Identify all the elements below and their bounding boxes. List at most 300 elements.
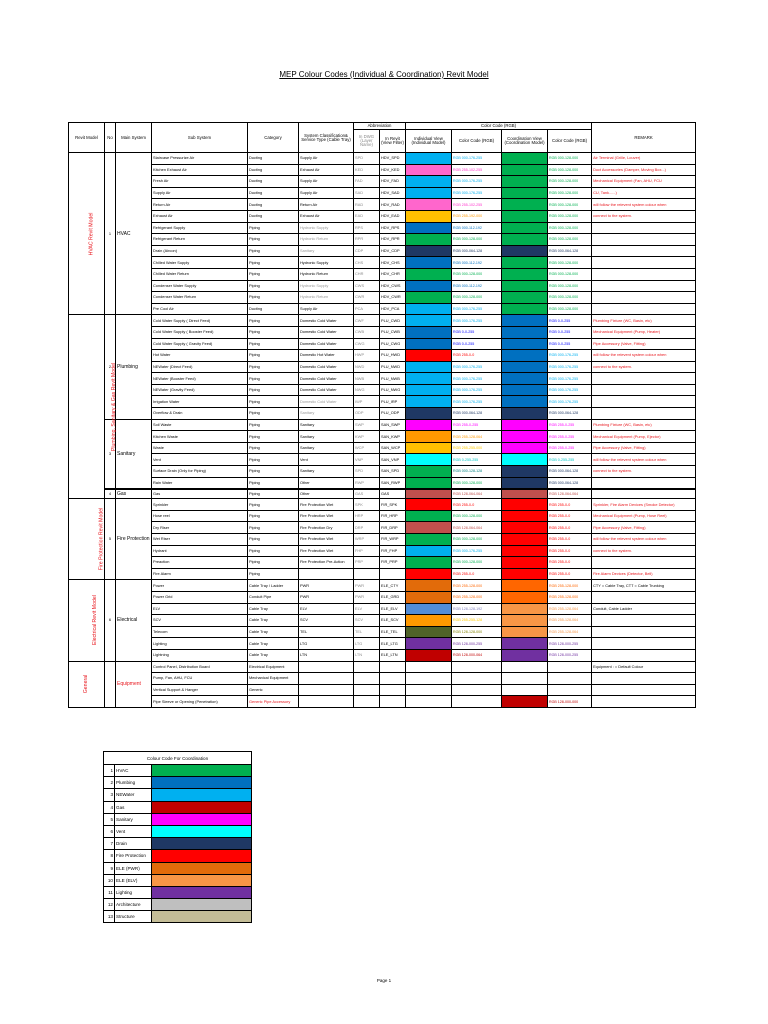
abbr-revit-cell: PLU_CWB — [380, 326, 406, 338]
category-cell: Piping — [248, 245, 299, 257]
abbr-layer-cell — [354, 661, 380, 673]
sub-system-cell: Power Grid — [152, 591, 248, 603]
individual-color-swatch — [406, 466, 452, 478]
table-row — [69, 408, 696, 420]
category-cell: Piping — [248, 477, 299, 489]
remark-cell: connect to the system. — [592, 466, 696, 478]
sub-system-cell: NEWater (Gravity Feed) — [152, 384, 248, 396]
category-cell: Piping — [248, 499, 299, 511]
individual-color-swatch — [406, 419, 452, 431]
system-number: 4 — [105, 489, 116, 499]
classification-cell — [299, 696, 354, 708]
abbr-revit-cell: FIR_HRP — [380, 510, 406, 522]
remark-cell: Pipe Accessory (Valve, Fitting) — [592, 338, 696, 350]
individual-rgb-code: RGB 000-128-128 — [452, 466, 502, 478]
remark-cell — [592, 557, 696, 569]
individual-color-swatch — [406, 303, 452, 315]
abbr-revit-cell — [380, 673, 406, 685]
individual-rgb-code: RGB 000-128-000 — [452, 510, 502, 522]
legend-label: Drain — [115, 838, 152, 850]
legend-number: 10 — [104, 874, 115, 886]
coordination-color-swatch — [502, 673, 548, 685]
abbr-revit-cell: HDV_SAD — [380, 187, 406, 199]
category-cell: Cable Tray — [248, 603, 299, 615]
legend-label: Fire Protection — [115, 850, 152, 862]
header-color-code-rgb-2: Color Code (RGB) — [548, 130, 592, 153]
individual-color-swatch — [406, 222, 452, 234]
individual-color-swatch — [406, 396, 452, 408]
legend-row — [104, 777, 252, 789]
remark-cell — [592, 384, 696, 396]
individual-color-swatch — [406, 268, 452, 280]
category-cell: Piping — [248, 568, 299, 580]
individual-color-swatch — [406, 361, 452, 373]
sub-system-cell: Rain Water — [152, 477, 248, 489]
legend-row — [104, 801, 252, 813]
sub-system-cell: SCV — [152, 615, 248, 627]
individual-color-swatch — [406, 210, 452, 222]
abbr-revit-cell: FIR_PRP — [380, 557, 406, 569]
abbr-layer-cell: WCP — [354, 442, 380, 454]
table-row — [69, 466, 696, 478]
coordination-color-swatch — [502, 361, 548, 373]
coordination-rgb-code: RGB 255-128-000 — [548, 591, 592, 603]
remark-cell — [592, 396, 696, 408]
individual-rgb-code: RGB 000-128-000 — [452, 534, 502, 546]
group-model-label — [69, 580, 105, 661]
abbr-revit-cell: HDV_CWR — [380, 292, 406, 304]
classification-cell: Sanitary — [299, 442, 354, 454]
legend-number: 12 — [104, 899, 115, 911]
individual-color-swatch — [406, 684, 452, 696]
abbr-revit-cell: ELE_CTY — [380, 580, 406, 592]
individual-rgb-code: RGB 255-102-255 — [452, 164, 502, 176]
legend-row — [104, 862, 252, 874]
table-row — [69, 649, 696, 661]
individual-color-swatch — [406, 522, 452, 534]
model-label-text: Fire Protection Revit Model — [98, 508, 105, 571]
table-row — [69, 396, 696, 408]
classification-cell: Hydronic Return — [299, 268, 354, 280]
remark-cell — [592, 268, 696, 280]
coordination-color-swatch — [502, 234, 548, 246]
table-row — [69, 419, 696, 431]
individual-color-swatch — [406, 245, 452, 257]
coordination-color-swatch — [502, 696, 548, 708]
remark-cell — [592, 292, 696, 304]
individual-rgb-code — [452, 661, 502, 673]
classification-cell: Hydronic Return — [299, 292, 354, 304]
abbr-revit-cell: ELE_LTG — [380, 638, 406, 650]
legend-title: Colour Code For Coordination — [104, 752, 252, 765]
coordination-rgb-code: RGB 255-0-0 — [548, 510, 592, 522]
legend-number: 4 — [104, 801, 115, 813]
individual-color-swatch — [406, 580, 452, 592]
individual-color-swatch — [406, 489, 452, 499]
remark-cell: Fire Alarm Devices (Detector, Bell) — [592, 568, 696, 580]
group-model-label — [69, 315, 118, 499]
individual-color-swatch — [406, 257, 452, 269]
abbr-revit-cell: ELE_LTN — [380, 649, 406, 661]
individual-color-swatch — [406, 153, 452, 165]
coordination-rgb-code: RGB 255-0-0 — [548, 557, 592, 569]
individual-rgb-code: RGB 128-064-064 — [452, 489, 502, 499]
classification-cell — [299, 568, 354, 580]
abbr-revit-cell: ELE_ELV — [380, 603, 406, 615]
abbr-layer-cell: FHP — [354, 545, 380, 557]
individual-rgb-code: RGB 000-176-255 — [452, 373, 502, 385]
individual-color-swatch — [406, 338, 452, 350]
coordination-color-swatch — [502, 303, 548, 315]
table-row — [69, 557, 696, 569]
table-row — [69, 326, 696, 338]
category-cell: Ducting — [248, 153, 299, 165]
header-category: Category — [248, 123, 299, 153]
coordination-rgb-code: RGB 000-176-255 — [548, 396, 592, 408]
legend-number: 6 — [104, 825, 115, 837]
header-color-code-rgb-1: Color Code (RGB) — [452, 130, 502, 153]
remark-cell: connect to the system. — [592, 545, 696, 557]
coordination-color-swatch — [502, 580, 548, 592]
individual-rgb-code: RGB 255-0-0 — [452, 499, 502, 511]
individual-rgb-code: RGB 000-176-255 — [452, 187, 502, 199]
sub-system-cell: Hot Water — [152, 350, 248, 362]
table-row — [69, 384, 696, 396]
sub-system-cell: ELV — [152, 603, 248, 615]
abbr-layer-cell: DRP — [354, 522, 380, 534]
abbr-layer-cell: PCA — [354, 303, 380, 315]
header-row-1 — [69, 123, 696, 130]
sub-system-cell: Control Panel, Distribution Board — [152, 661, 248, 673]
individual-color-swatch — [406, 384, 452, 396]
coordination-color-swatch — [502, 164, 548, 176]
legend-row — [104, 899, 252, 911]
coordination-rgb-code: RGB 255-0-0 — [548, 534, 592, 546]
classification-cell: Hydronic Supply — [299, 222, 354, 234]
remark-cell: Plumbing Fixture (WC, Basin, etc) — [592, 419, 696, 431]
sub-system-cell: Wet Riser — [152, 534, 248, 546]
abbr-layer-cell: ODP — [354, 408, 380, 420]
abbr-layer-cell: PWR — [354, 591, 380, 603]
abbr-revit-cell: FIR_FHP — [380, 545, 406, 557]
abbr-layer-cell: SPK — [354, 499, 380, 511]
coordination-rgb-code: RGB 255-0-0 — [548, 568, 592, 580]
remark-cell: Mechanical Equipment (Pump, Hose Reel) — [592, 510, 696, 522]
abbr-layer-cell: SAD — [354, 187, 380, 199]
coordination-color-swatch — [502, 338, 548, 350]
individual-rgb-code — [452, 696, 502, 708]
coordination-rgb-code: RGB 128-000-000 — [548, 696, 592, 708]
abbr-layer-cell: FAD — [354, 176, 380, 188]
category-cell: Piping — [248, 545, 299, 557]
legend-number: 5 — [104, 813, 115, 825]
classification-cell: Sanitary — [299, 431, 354, 443]
header-colour-code: Color Code (RGB) — [406, 123, 592, 130]
coordination-rgb-code: RGB 000-128-000 — [548, 303, 592, 315]
coordination-color-swatch — [502, 454, 548, 466]
individual-rgb-code: RGB 128-128-000 — [452, 626, 502, 638]
abbr-revit-cell: ELE_TEL — [380, 626, 406, 638]
abbr-revit-cell: HDV_EAD — [380, 210, 406, 222]
header-coordination-view: Coordination View (Coordination Model) — [502, 130, 548, 153]
classification-cell: Vent — [299, 454, 354, 466]
individual-rgb-code: RGB 000-128-000 — [452, 234, 502, 246]
legend-swatch — [152, 789, 252, 801]
classification-cell: LTN — [299, 649, 354, 661]
classification-cell: PWR — [299, 580, 354, 592]
system-number: 2 — [105, 315, 116, 419]
sub-system-cell: Hydrant — [152, 545, 248, 557]
coordination-color-swatch — [502, 534, 548, 546]
legend-row — [104, 886, 252, 898]
classification-cell: Other — [299, 477, 354, 489]
category-cell: Cable Tray — [248, 638, 299, 650]
header-abbr-layer: In DWG (Layer Name) — [354, 130, 380, 153]
remark-cell: Duct Accessories (Damper, Moving Box...) — [592, 164, 696, 176]
table-row — [69, 661, 696, 673]
abbr-revit-cell: FIR_WRP — [380, 534, 406, 546]
sub-system-cell: Staircase Pressurize Air — [152, 153, 248, 165]
table-row — [69, 153, 696, 165]
coordination-rgb-code: RGB 255-0-255 — [548, 419, 592, 431]
remark-cell: connect to the system. — [592, 210, 696, 222]
category-cell: Piping — [248, 315, 299, 327]
legend-row — [104, 813, 252, 825]
legend-number: 1 — [104, 765, 115, 777]
legend-swatch — [152, 862, 252, 874]
individual-color-swatch — [406, 176, 452, 188]
coordination-rgb-code: RGB 128-064-064 — [548, 489, 592, 499]
abbr-revit-cell: PLU_ODP — [380, 408, 406, 420]
coordination-rgb-code — [548, 673, 592, 685]
individual-rgb-code: RGB 000-112-192 — [452, 257, 502, 269]
table-row — [69, 626, 696, 638]
legend-label: Lighting — [115, 886, 152, 898]
sub-system-cell: Soil Waste — [152, 419, 248, 431]
coordination-color-swatch — [502, 408, 548, 420]
individual-color-swatch — [406, 442, 452, 454]
classification-cell: Exhaust Air — [299, 164, 354, 176]
classification-cell: TEL — [299, 626, 354, 638]
header-individual-view: Individual View (Individual Model) — [406, 130, 452, 153]
abbr-layer-cell: WRP — [354, 534, 380, 546]
category-cell: Piping — [248, 510, 299, 522]
table-row — [69, 210, 696, 222]
abbr-revit-cell: PLU_NWB — [380, 373, 406, 385]
abbr-layer-cell: CDP — [354, 245, 380, 257]
classification-cell: LTG — [299, 638, 354, 650]
abbr-revit-cell: SAN_RWP — [380, 477, 406, 489]
sub-system-cell: Gas — [152, 489, 248, 499]
abbr-revit-cell: FIR_DRP — [380, 522, 406, 534]
table-row — [69, 303, 696, 315]
model-label-text: HVAC Revit Model — [88, 212, 95, 256]
abbr-revit-cell: SAN_KWP — [380, 431, 406, 443]
individual-rgb-code: RGB 255-128-064 — [452, 431, 502, 443]
coordination-rgb-code: RGB 000-176-255 — [548, 361, 592, 373]
classification-cell: Domestic Cold Water — [299, 373, 354, 385]
individual-rgb-code: RGB 000-176-255 — [452, 153, 502, 165]
individual-rgb-code: RGB 0-0-255 — [452, 338, 502, 350]
coordination-rgb-code: RGB 000-128-000 — [548, 222, 592, 234]
main-system-name: Equipment — [116, 661, 152, 707]
coordination-rgb-code: RGB 255-128-064 — [548, 603, 592, 615]
sub-system-cell: Condenser Water Return — [152, 292, 248, 304]
header-abbreviation: Abbreviation — [354, 123, 406, 130]
legend-swatch — [152, 801, 252, 813]
header-abbr-revit: In Revit (View Filter) — [380, 130, 406, 153]
individual-color-swatch — [406, 187, 452, 199]
legend-row — [104, 765, 252, 777]
category-cell: Piping — [248, 419, 299, 431]
group-model-label — [69, 499, 105, 580]
abbr-revit-cell: SAN_VNP — [380, 454, 406, 466]
individual-color-swatch — [406, 326, 452, 338]
legend-swatch — [152, 874, 252, 886]
coordination-rgb-code: RGB 255-0-255 — [548, 431, 592, 443]
abbr-revit-cell: HDV_RAD — [380, 199, 406, 211]
remark-cell — [592, 257, 696, 269]
category-cell: Ducting — [248, 187, 299, 199]
abbr-revit-cell: HDV_KED — [380, 164, 406, 176]
sub-system-cell: Chilled Water Return — [152, 268, 248, 280]
coordination-color-swatch — [502, 419, 548, 431]
abbr-layer-cell: HWP — [354, 350, 380, 362]
table-row — [69, 615, 696, 627]
category-cell: Piping — [248, 268, 299, 280]
individual-color-swatch — [406, 626, 452, 638]
coordination-color-swatch — [502, 591, 548, 603]
abbr-layer-cell: VNP — [354, 454, 380, 466]
sub-system-cell: Cold Water Supply ( Gravity Feed) — [152, 338, 248, 350]
page-title: MEP Colour Codes (Individual & Coordination) Revit Model — [279, 70, 489, 79]
category-cell: Piping — [248, 408, 299, 420]
abbr-layer-cell: GAS — [354, 489, 380, 499]
remark-cell: Mechanical Equipment (Pump, Heater) — [592, 326, 696, 338]
legend-swatch — [152, 825, 252, 837]
category-cell: Piping — [248, 557, 299, 569]
coordination-color-swatch — [502, 638, 548, 650]
coordination-color-swatch — [502, 522, 548, 534]
legend-number: 11 — [104, 886, 115, 898]
header-sub-system: Sub System — [152, 123, 248, 153]
sub-system-cell: Vertical Support & Hanger — [152, 684, 248, 696]
legend-swatch — [152, 838, 252, 850]
legend-row — [104, 850, 252, 862]
coordination-color-swatch — [502, 661, 548, 673]
individual-rgb-code: RGB 128-064-064 — [452, 522, 502, 534]
abbr-layer-cell — [354, 696, 380, 708]
individual-color-swatch — [406, 649, 452, 661]
header-revit-model: Revit Model — [69, 123, 105, 153]
abbr-layer-cell: NWB — [354, 373, 380, 385]
system-number: 3 — [105, 419, 116, 489]
individual-rgb-code: RGB 000-128-000 — [452, 292, 502, 304]
coordination-color-swatch — [502, 545, 548, 557]
individual-rgb-code: RGB 000-064-128 — [452, 245, 502, 257]
legend-label: Structure — [115, 911, 152, 923]
remark-cell — [592, 489, 696, 499]
coordination-rgb-code: RGB 255-0-0 — [548, 545, 592, 557]
sub-system-cell: Waste — [152, 442, 248, 454]
individual-rgb-code — [452, 673, 502, 685]
individual-color-swatch — [406, 199, 452, 211]
classification-cell: Exhaust Air — [299, 210, 354, 222]
remark-cell — [592, 477, 696, 489]
abbr-revit-cell — [380, 568, 406, 580]
coordination-color-swatch — [502, 373, 548, 385]
abbr-revit-cell: HDV_CHS — [380, 257, 406, 269]
category-cell: Piping — [248, 396, 299, 408]
table-row — [69, 522, 696, 534]
sub-system-cell: Dry Riser — [152, 522, 248, 534]
legend-label: ELE (ELV) — [115, 874, 152, 886]
classification-cell: Fire Protection Wet — [299, 510, 354, 522]
abbr-layer-cell: CWB — [354, 326, 380, 338]
classification-cell: Hydronic Supply — [299, 280, 354, 292]
classification-cell: Hydronic Return — [299, 234, 354, 246]
coordination-color-swatch — [502, 292, 548, 304]
classification-cell: Domestic Cold Water — [299, 396, 354, 408]
main-system-name: Electrical — [116, 580, 152, 661]
category-cell: Piping — [248, 534, 299, 546]
abbr-layer-cell: NWG — [354, 384, 380, 396]
sub-system-cell: Cold Water Supply ( Direct Feed) — [152, 315, 248, 327]
sub-system-cell: Refrigerant Return — [152, 234, 248, 246]
individual-rgb-code: RGB 000-176-255 — [452, 384, 502, 396]
sub-system-cell: Surface Drain (Only for Piping) — [152, 466, 248, 478]
remark-cell: Mechanical Equipment (Fan, AHU, FCU — [592, 176, 696, 188]
coordination-color-swatch — [502, 315, 548, 327]
sub-system-cell: Kitchen Waste — [152, 431, 248, 443]
individual-color-swatch — [406, 661, 452, 673]
coordination-rgb-code: RGB 000-064-128 — [548, 466, 592, 478]
remark-cell: Pipe Accessory (Valve, Fitting) — [592, 442, 696, 454]
abbr-layer-cell: RWP — [354, 477, 380, 489]
individual-color-swatch — [406, 591, 452, 603]
category-cell: Piping — [248, 292, 299, 304]
coordination-rgb-code: RGB 000-128-000 — [548, 292, 592, 304]
abbr-revit-cell: HDV_RPS — [380, 222, 406, 234]
category-cell: Piping — [248, 280, 299, 292]
individual-color-swatch — [406, 431, 452, 443]
coordination-color-swatch — [502, 442, 548, 454]
coordination-color-swatch — [502, 510, 548, 522]
coordination-color-swatch — [502, 477, 548, 489]
abbr-revit-cell — [380, 661, 406, 673]
sub-system-cell: Cold Water Supply ( Booster Feed) — [152, 326, 248, 338]
coordination-rgb-code: RGB 000-176-255 — [548, 350, 592, 362]
individual-color-swatch — [406, 534, 452, 546]
individual-color-swatch — [406, 568, 452, 580]
remark-cell: Sprinkler, Fire Alarm Devices (Smoke Detector) — [592, 499, 696, 511]
coordination-rgb-code: RGB 255-128-064 — [548, 615, 592, 627]
coordination-color-swatch — [502, 684, 548, 696]
classification-cell: Fire Protection Pre-Action — [299, 557, 354, 569]
coordination-rgb-code: RGB 000-176-255 — [548, 384, 592, 396]
sub-system-cell: Power — [152, 580, 248, 592]
legend-number: 3 — [104, 789, 115, 801]
abbr-layer-cell: LTG — [354, 638, 380, 650]
table-row — [69, 257, 696, 269]
table-row — [69, 591, 696, 603]
coordination-rgb-code: RGB 000-064-128 — [548, 245, 592, 257]
main-system-name: Fire Protection — [116, 499, 152, 580]
category-cell: Piping — [248, 373, 299, 385]
coordination-rgb-code: RGB 255-0-0 — [548, 499, 592, 511]
individual-color-swatch — [406, 696, 452, 708]
individual-rgb-code: RGB 255-128-000 — [452, 591, 502, 603]
